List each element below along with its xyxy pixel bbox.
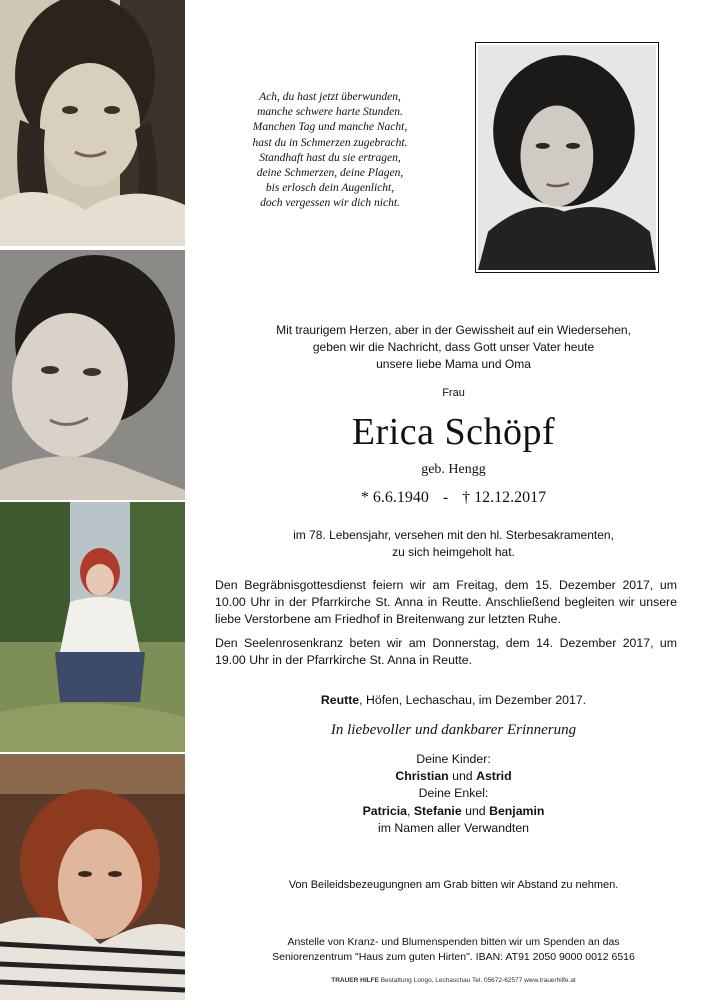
life-dates bbox=[200, 489, 707, 507]
place-rest: , Höfen, Lechaschau, im Dezember 2017. bbox=[359, 693, 587, 707]
photo-older-woman bbox=[0, 754, 185, 1000]
deceased-name: Erica Schöpf bbox=[351, 411, 556, 453]
poem bbox=[205, 90, 455, 212]
grandchild-name: Patricia bbox=[362, 803, 407, 818]
poem-line: deine Schmerzen, deine Plagen, bbox=[256, 167, 404, 180]
grandchildren-names bbox=[200, 803, 707, 820]
intro-line: Mit traurigem Herzen, aber in der Gewissheit auf ein Wiedersehen, bbox=[276, 323, 631, 337]
place-date bbox=[200, 693, 707, 707]
donation-line: Anstelle von Kranz- und Blumenspenden bitten wir um Spenden an das bbox=[287, 936, 620, 948]
grandchildren-conjunction: und bbox=[465, 803, 486, 818]
poem-line: Standhaft hast du sie ertragen, bbox=[259, 151, 401, 164]
age-line: im 78. Lebensjahr, versehen mit den hl. Sterbesakramenten, bbox=[293, 528, 614, 542]
date-separator: - bbox=[442, 489, 449, 506]
grandchildren-label: Deine Enkel: bbox=[418, 786, 489, 801]
place-town: Reutte bbox=[320, 693, 360, 707]
footer bbox=[200, 977, 707, 984]
grandchild-name: Benjamin bbox=[489, 803, 545, 818]
death-date: † 12.12.2017 bbox=[462, 489, 547, 506]
grandchild-name: Stefanie bbox=[413, 803, 462, 818]
children-conjunction: und bbox=[452, 769, 473, 784]
intro-line: geben wir die Nachricht, dass Gott unser Vater heute bbox=[312, 340, 595, 354]
maiden-name: geb. Hengg bbox=[421, 462, 486, 477]
poem-line: Ach, du hast jetzt überwunden, bbox=[259, 91, 401, 103]
condolence-note: Von Beileidsbezeugungnen am Grab bitten wir Abstand zu nehmen. bbox=[288, 879, 619, 891]
child-name: Astrid bbox=[476, 769, 512, 784]
memory-heading: In liebevoller und dankbarer Erinnerung bbox=[330, 722, 577, 738]
poem-line: doch vergessen wir dich nicht. bbox=[260, 197, 400, 210]
donation-line: Seniorenzentrum "Haus zum guten Hirten". IBAN: AT91 2050 9000 0012 6516 bbox=[272, 951, 635, 963]
relatives-line: im Namen aller Verwandten bbox=[377, 820, 530, 835]
poem-line: bis erlosch dein Augenlicht, bbox=[265, 182, 395, 195]
footer-brand: TRAUER HILFE bbox=[331, 977, 379, 984]
poem-line: hast du in Schmerzen zugebracht. bbox=[252, 136, 408, 149]
salutation: Frau bbox=[442, 387, 465, 399]
intro-text bbox=[200, 322, 707, 373]
intro-line: unsere liebe Mama und Oma bbox=[376, 357, 531, 371]
child-name: Christian bbox=[395, 769, 449, 784]
grandchild-separator: , bbox=[407, 803, 411, 818]
poem-line: manche schwere harte Stunden. bbox=[257, 106, 403, 119]
photo-young-woman bbox=[0, 250, 185, 500]
family-list bbox=[200, 751, 707, 837]
children-label: Deine Kinder: bbox=[416, 752, 491, 766]
footer-text: Bestattung Longo, Lechaschau Tel. 05672-62577 www.trauerhilfe.at bbox=[380, 977, 576, 984]
photo-childhood bbox=[0, 0, 185, 246]
rosary-paragraph: Den Seelenrosenkranz beten wir am Donnerstag, dem 14. Dezember 2017, um 19.00 Uhr in der Pfarrkirche St. Anna in Reutte. bbox=[215, 636, 677, 668]
photo-meadow bbox=[0, 502, 185, 752]
age-text bbox=[200, 527, 707, 561]
portrait-photo bbox=[475, 42, 659, 273]
birth-date: * 6.6.1940 bbox=[360, 489, 429, 506]
age-line: zu sich heimgeholt hat. bbox=[392, 545, 515, 559]
poem-line: Manchen Tag und manche Nacht, bbox=[252, 121, 408, 134]
donation-note bbox=[200, 935, 707, 965]
funeral-paragraph: Den Begräbnisgottesdienst feiern wir am Freitag, dem 15. Dezember 2017, um 10.00 Uhr in der Pfarrkirche St. Anna in Reutte. Anschließend begleiten wir unsere liebe Verstorbene am Friedhof in Breitenwang zur letzten Ruhe. bbox=[215, 578, 677, 627]
children-names bbox=[200, 768, 707, 785]
